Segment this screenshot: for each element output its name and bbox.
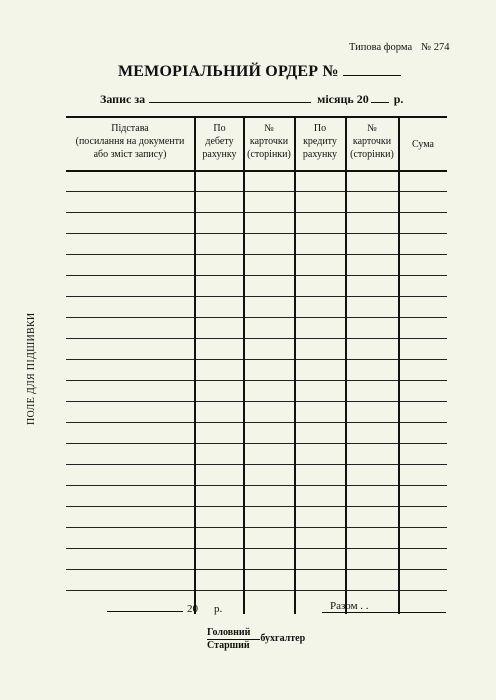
table-row-line	[66, 590, 447, 591]
signature-line2: Старший	[207, 640, 250, 651]
table-row-line	[66, 254, 447, 255]
col-header-sum: Сума	[412, 139, 434, 150]
footer-date-prefix: 20	[187, 603, 198, 615]
binding-field-label: ПОЛЕ ДЛЯ ПІДШИВКИ	[26, 312, 37, 425]
table-row-line	[66, 296, 447, 297]
table-row-line	[66, 569, 447, 570]
column-divider	[398, 116, 400, 614]
footer-date-field[interactable]	[107, 601, 183, 612]
signature-line1: Головний	[207, 627, 260, 640]
table-row-line	[66, 485, 447, 486]
column-divider	[294, 116, 296, 614]
table-row-line	[66, 212, 447, 213]
signature-title-fraction	[207, 627, 260, 652]
col-header-basis: Підстава (посилання на документи або зміст запису)	[75, 123, 185, 160]
table-row-line	[66, 359, 447, 360]
table-row-line	[66, 401, 447, 402]
entry-prefix: Запис за	[100, 92, 146, 106]
table-row-line	[66, 422, 447, 423]
total-label: Разом . .	[330, 600, 369, 612]
column-divider	[345, 116, 347, 614]
table-row-line	[66, 548, 447, 549]
table-row-line	[66, 317, 447, 318]
order-number-field[interactable]	[343, 61, 401, 76]
column-divider	[243, 116, 245, 614]
order-table	[66, 116, 447, 614]
signature-role: бухгалтер	[260, 633, 306, 644]
table-row-line	[66, 338, 447, 339]
title-text: МЕМОРІАЛЬНИЙ ОРДЕР №	[118, 63, 339, 80]
form-type-text: Типова форма	[349, 42, 413, 53]
total-underline	[322, 612, 446, 613]
col-header-debit: По дебету рахунку	[202, 123, 237, 160]
table-row-line	[66, 275, 447, 276]
form-type-label	[349, 42, 450, 53]
col-header-credit-card: № карточки (сторінки)	[350, 123, 394, 160]
column-divider	[194, 116, 196, 614]
form-number: № 274	[421, 42, 450, 53]
table-row-line	[66, 233, 447, 234]
table-row-line	[66, 506, 447, 507]
signature-block	[207, 627, 305, 652]
table-row-line	[66, 380, 447, 381]
document-title	[118, 61, 401, 81]
table-row-line	[66, 191, 447, 192]
table-top-border	[66, 116, 447, 118]
footer-date-suffix: р.	[214, 603, 223, 615]
entry-year-field[interactable]	[371, 91, 389, 103]
table-row-line	[66, 464, 447, 465]
table-header-border	[66, 170, 447, 172]
col-header-credit: По кредиту рахунку	[302, 123, 338, 160]
footer-date	[107, 601, 222, 615]
entry-for-field[interactable]	[149, 91, 311, 103]
col-header-debit-card: № карточки (сторінки)	[247, 123, 291, 160]
table-row-line	[66, 443, 447, 444]
table-row-line	[66, 527, 447, 528]
entry-year-suffix: р.	[393, 92, 404, 106]
entry-line	[100, 91, 403, 107]
entry-month-label: місяць 20	[317, 92, 369, 106]
